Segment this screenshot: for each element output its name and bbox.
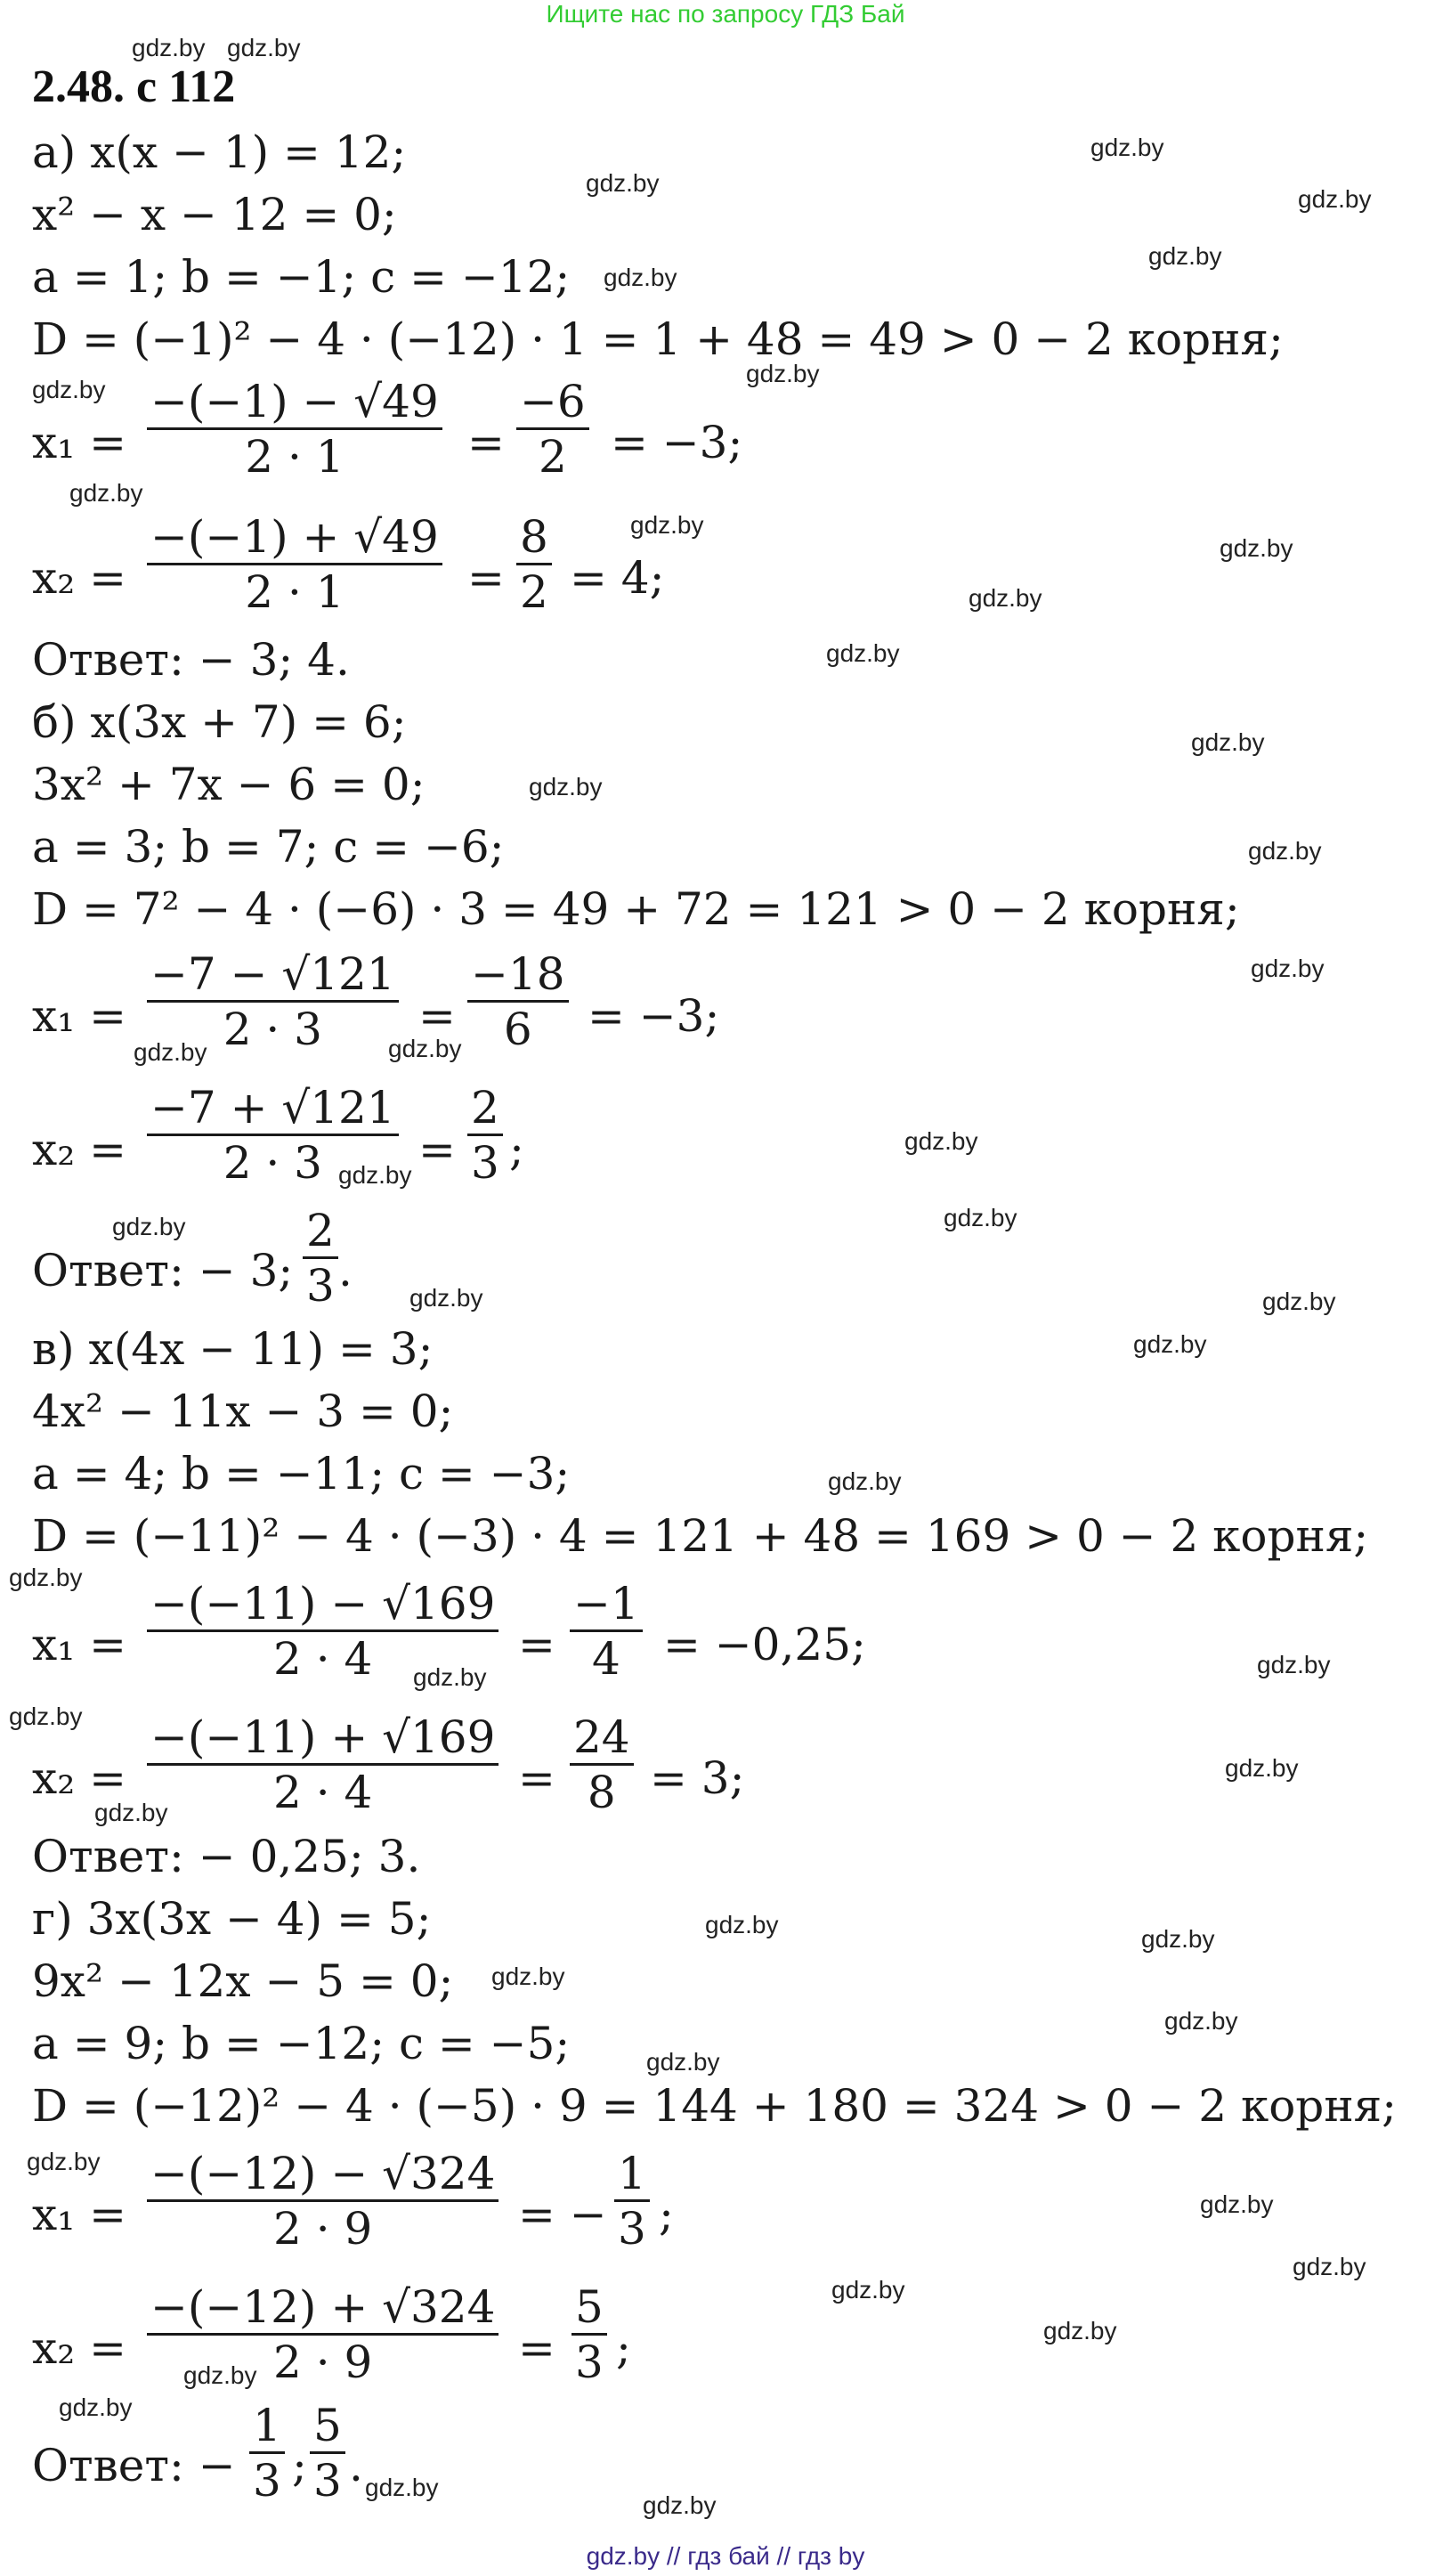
- fraction-denominator: 2 · 9: [273, 2336, 373, 2388]
- fraction-numerator: 2: [467, 1085, 503, 1136]
- watermark: gdz.by: [134, 1038, 207, 1066]
- part-d-answer-end: .: [349, 2440, 363, 2491]
- watermark: gdz.by: [69, 479, 143, 507]
- part-a-x2-result: = 4;: [570, 552, 665, 604]
- watermark: gdz.by: [1293, 2253, 1366, 2280]
- part-b-answer: Ответ: − 3;: [32, 1245, 294, 1296]
- part-a-answer: Ответ: − 3; 4.: [32, 634, 350, 686]
- watermark: gdz.by: [1148, 242, 1222, 270]
- part-d-coefficients: a = 9; b = −12; c = −5;: [32, 2018, 571, 2069]
- part-c-answer: Ответ: − 0,25; 3.: [32, 1831, 421, 1882]
- part-d-equation: г) 3x(3x − 4) = 5;: [32, 1893, 432, 1945]
- fraction-denominator: 3: [471, 1136, 499, 1189]
- part-a-x2-fraction: [147, 511, 442, 618]
- fraction-numerator: −1: [570, 1581, 643, 1632]
- watermark: gdz.by: [746, 360, 820, 387]
- part-b-x2-result: ;: [509, 1124, 524, 1175]
- watermark: gdz.by: [1257, 1651, 1331, 1678]
- part-c-x1-label: x₁ =: [32, 1619, 127, 1670]
- part-c-x2-label: x₂ =: [32, 1752, 127, 1804]
- fraction-denominator: 4: [591, 1632, 620, 1685]
- part-c-equation: в) x(4x − 11) = 3;: [32, 1323, 434, 1375]
- footer-links[interactable]: gdz.by // гдз бай // гдз by: [586, 2542, 865, 2570]
- fraction-numerator: −18: [467, 951, 569, 1003]
- part-b-x2-simplified: [467, 1082, 503, 1189]
- part-d-x2-simplified: [571, 2281, 607, 2388]
- watermark: gdz.by: [1298, 185, 1372, 213]
- part-c-x1-result: = −0,25;: [663, 1619, 866, 1670]
- part-b-x1-simplified: [467, 948, 569, 1055]
- fraction-denominator: 3: [306, 1259, 335, 1312]
- part-a-equation: а) x(x − 1) = 12;: [32, 126, 407, 178]
- watermark: gdz.by: [9, 1702, 83, 1730]
- part-c-standard-form: 4x² − 11x − 3 = 0;: [32, 1386, 454, 1437]
- part-d-x1-equals: = −: [518, 2189, 607, 2240]
- fraction-numerator: −(−11) + √169: [147, 1714, 499, 1766]
- fraction-numerator: −7 + √121: [147, 1085, 399, 1136]
- fraction-denominator: 3: [253, 2454, 281, 2507]
- part-b-answer-fraction: [303, 1205, 338, 1312]
- fraction-numerator: 8: [516, 514, 552, 565]
- part-a-x1-equals: =: [467, 417, 505, 468]
- watermark: gdz.by: [1141, 1925, 1215, 1953]
- watermark: gdz.by: [1200, 2190, 1274, 2218]
- watermark: gdz.by: [1164, 2007, 1238, 2035]
- part-c-x1-simplified: [570, 1578, 643, 1685]
- part-c-discriminant: D = (−11)² − 4 · (−3) · 4 = 121 + 48 = 169 > 0 − 2 корня;: [32, 1510, 1369, 1562]
- fraction-numerator: 24: [570, 1714, 634, 1766]
- part-a-x1-simplified: [516, 376, 589, 483]
- part-d-x2-equals: =: [518, 2322, 555, 2374]
- fraction-numerator: 1: [614, 2150, 650, 2202]
- part-a-coefficients: a = 1; b = −1; c = −12;: [32, 251, 571, 303]
- part-d-x1-simplified: [614, 2148, 650, 2255]
- watermark: gdz.by: [338, 1161, 412, 1189]
- watermark: gdz.by: [227, 34, 301, 61]
- fraction-numerator: −(−1) − √49: [147, 378, 442, 430]
- watermark: gdz.by: [604, 264, 677, 291]
- search-banner[interactable]: Ищите нас по запросу ГДЗ Бай: [546, 0, 905, 28]
- watermark: gdz.by: [9, 1564, 83, 1591]
- watermark: gdz.by: [826, 639, 900, 667]
- fraction-denominator: 3: [575, 2336, 604, 2388]
- watermark: gdz.by: [388, 1035, 462, 1062]
- fraction-denominator: 2 · 4: [273, 1632, 373, 1685]
- part-b-x1-fraction: [147, 948, 399, 1055]
- part-b-standard-form: 3x² + 7x − 6 = 0;: [32, 759, 426, 810]
- watermark: gdz.by: [413, 1663, 487, 1691]
- watermark: gdz.by: [1090, 134, 1164, 161]
- part-d-standard-form: 9x² − 12x − 5 = 0;: [32, 1955, 454, 2007]
- fraction-denominator: 2 · 3: [223, 1003, 322, 1055]
- part-a-x2-equals: =: [467, 552, 505, 604]
- part-c-x1-equals: =: [518, 1619, 555, 1670]
- part-b-equation: б) x(3x + 7) = 6;: [32, 696, 407, 748]
- fraction-denominator: 2 · 1: [245, 430, 345, 483]
- fraction-numerator: 1: [249, 2402, 285, 2454]
- watermark: gdz.by: [904, 1127, 978, 1155]
- part-d-discriminant: D = (−12)² − 4 · (−5) · 9 = 144 + 180 = 324 > 0 − 2 корня;: [32, 2080, 1398, 2132]
- watermark: gdz.by: [1191, 728, 1265, 756]
- watermark: gdz.by: [643, 2491, 717, 2519]
- fraction-numerator: −(−12) + √324: [147, 2284, 499, 2336]
- watermark: gdz.by: [1225, 1754, 1299, 1782]
- fraction-denominator: 2 · 4: [273, 1766, 373, 1818]
- part-d-x2-label: x₂ =: [32, 2322, 127, 2374]
- watermark: gdz.by: [183, 2361, 257, 2389]
- watermark: gdz.by: [1248, 837, 1322, 865]
- part-b-discriminant: D = 7² − 4 · (−6) · 3 = 49 + 72 = 121 > 0 − 2 корня;: [32, 883, 1240, 935]
- part-d-x1-fraction: [147, 2148, 499, 2255]
- fraction-denominator: 2 · 1: [245, 565, 345, 618]
- part-b-coefficients: a = 3; b = 7; c = −6;: [32, 821, 505, 873]
- watermark: gdz.by: [94, 1799, 168, 1826]
- watermark: gdz.by: [586, 169, 660, 197]
- watermark: gdz.by: [1220, 534, 1293, 562]
- fraction-numerator: 5: [310, 2402, 345, 2454]
- part-b-answer-end: .: [338, 1245, 353, 1296]
- fraction-numerator: −6: [516, 378, 589, 430]
- watermark: gdz.by: [529, 773, 603, 800]
- fraction-numerator: 2: [303, 1207, 338, 1259]
- part-b-x2-equals: =: [418, 1124, 456, 1175]
- part-a-x1-result: = −3;: [611, 417, 743, 468]
- part-b-x1-equals: =: [418, 990, 456, 1042]
- watermark: gdz.by: [491, 1962, 565, 1990]
- watermark: gdz.by: [1043, 2317, 1117, 2344]
- fraction-numerator: −(−1) + √49: [147, 514, 442, 565]
- part-a-x2-simplified: [516, 511, 552, 618]
- part-c-coefficients: a = 4; b = −11; c = −3;: [32, 1448, 571, 1499]
- watermark: gdz.by: [1251, 955, 1325, 982]
- fraction-numerator: −(−11) − √169: [147, 1581, 499, 1632]
- part-b-x1-result: = −3;: [588, 990, 720, 1042]
- part-d-x2-result: ;: [616, 2322, 631, 2374]
- watermark: gdz.by: [27, 2148, 101, 2175]
- fraction-numerator: −7 − √121: [147, 951, 399, 1003]
- part-c-x2-equals: =: [518, 1752, 555, 1804]
- fraction-denominator: 3: [313, 2454, 342, 2507]
- part-c-x2-simplified: [570, 1711, 634, 1818]
- fraction-denominator: 8: [587, 1766, 616, 1818]
- part-a-x2-label: x₂ =: [32, 552, 127, 604]
- fraction-denominator: 2 · 3: [223, 1136, 322, 1189]
- part-d-x1-label: x₁ =: [32, 2189, 127, 2240]
- problem-title: 2.48. с 112: [32, 61, 236, 112]
- watermark: gdz.by: [409, 1284, 483, 1312]
- watermark: gdz.by: [831, 2276, 905, 2304]
- watermark: gdz.by: [132, 34, 206, 61]
- watermark: gdz.by: [944, 1204, 1017, 1231]
- part-d-x1-result: ;: [659, 2189, 674, 2240]
- fraction-numerator: 5: [571, 2284, 607, 2336]
- part-d-answer: Ответ: −: [32, 2440, 236, 2491]
- part-a-discriminant: D = (−1)² − 4 · (−12) · 1 = 1 + 48 = 49 > 0 − 2 корня;: [32, 313, 1284, 365]
- part-a-x1-fraction: [147, 376, 442, 483]
- part-a-x1-label: x₁ =: [32, 417, 127, 468]
- watermark: gdz.by: [705, 1911, 779, 1938]
- fraction-denominator: 2: [538, 430, 567, 483]
- watermark: gdz.by: [112, 1213, 186, 1240]
- watermark: gdz.by: [969, 584, 1042, 612]
- watermark: gdz.by: [646, 2048, 720, 2076]
- fraction-denominator: 6: [503, 1003, 532, 1055]
- fraction-denominator: 2: [520, 565, 548, 618]
- watermark: gdz.by: [1133, 1330, 1207, 1358]
- part-b-x2-label: x₂ =: [32, 1124, 127, 1175]
- part-d-answer-fraction-2: [310, 2400, 345, 2507]
- part-b-x1-label: x₁ =: [32, 990, 127, 1042]
- watermark: gdz.by: [1262, 1288, 1336, 1315]
- fraction-numerator: −(−12) − √324: [147, 2150, 499, 2202]
- fraction-denominator: 2 · 9: [273, 2202, 373, 2255]
- part-d-answer-fraction-1: [249, 2400, 285, 2507]
- part-d-answer-separator: ;: [292, 2440, 307, 2491]
- fraction-denominator: 3: [618, 2202, 646, 2255]
- part-c-x2-fraction: [147, 1711, 499, 1818]
- part-a-standard-form: x² − x − 12 = 0;: [32, 189, 397, 240]
- watermark: gdz.by: [59, 2393, 133, 2421]
- watermark: gdz.by: [365, 2474, 439, 2501]
- part-c-x2-result: = 3;: [650, 1752, 745, 1804]
- watermark: gdz.by: [630, 511, 704, 539]
- watermark: gdz.by: [32, 376, 106, 403]
- watermark: gdz.by: [828, 1467, 902, 1495]
